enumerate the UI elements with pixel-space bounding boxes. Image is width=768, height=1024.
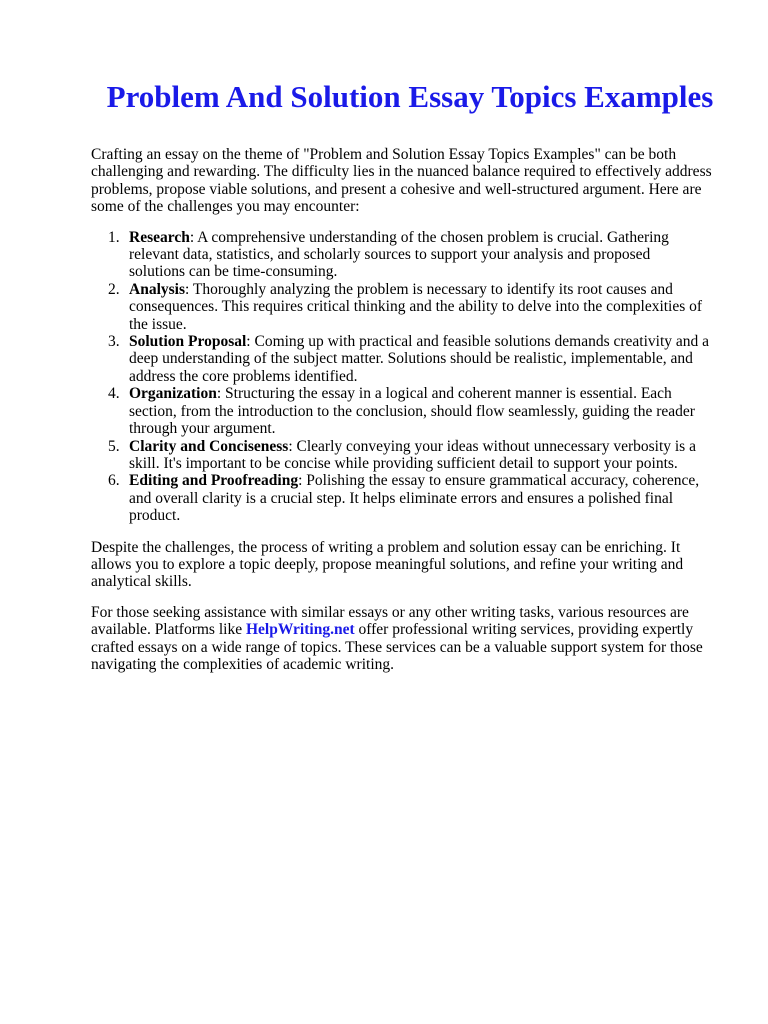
list-item-body xyxy=(91,229,741,281)
document-body xyxy=(91,146,741,673)
list-item-number: 4. xyxy=(108,385,120,403)
closing-paragraph: Despite the challenges, the process of writing a problem and solution essay can be enriching. It allows you to explore a topic deeply, propose meaningful solutions, and refine your writing and analytical skills. xyxy=(91,538,684,591)
intro-paragraph: Crafting an essay on the theme of "Problem and Solution Essay Topics Examples" can be both challenging and rewarding. The difficulty lies in the nuanced balance required to effectively address problems, propose viable solutions, and present a cohesive and well-structured argument. Here are some of the challenges you may encounter: xyxy=(91,146,712,216)
list-item-body xyxy=(91,385,741,437)
list-item-body xyxy=(91,281,741,333)
list-item-body xyxy=(91,333,741,385)
challenges-list xyxy=(91,229,741,525)
helpwriting-link[interactable]: HelpWriting.net xyxy=(245,621,355,639)
list-item-term: Analysis xyxy=(129,280,185,298)
list-item-text: : Polishing the essay to ensure grammatical accuracy, coherence, and overall clarity is a crucial step. It helps eliminate errors and ensures a polished final product. xyxy=(129,472,700,525)
list-item-body xyxy=(91,472,741,524)
resources-text-after-link: offer professional writing services, providing expertly crafted essays on a wide range of topics. These services can be a valuable support system for those navigating the complexities of academic writing. xyxy=(91,621,703,673)
list-item xyxy=(91,281,741,333)
list-item-term: Solution Proposal xyxy=(129,333,247,351)
resources-paragraph xyxy=(91,604,741,674)
list-item xyxy=(91,438,741,473)
list-item-text: : Coming up with practical and feasible solutions demands creativity and a deep understanding of the subject matter. Solutions should be realistic, implementable, and address the core problems identified. xyxy=(129,333,710,385)
list-item-term: Research xyxy=(129,228,190,246)
list-item-number: 5. xyxy=(108,437,120,455)
list-item-term: Clarity and Conciseness xyxy=(129,437,289,455)
list-item-text: : Thoroughly analyzing the problem is necessary to identify its root causes and consequences. This requires critical thinking and the ability to delve into the complexities of the issue. xyxy=(129,280,703,333)
list-item-number: 3. xyxy=(108,333,120,351)
document-title: Problem And Solution Essay Topics Examples xyxy=(106,79,714,114)
list-item-number: 6. xyxy=(108,472,120,490)
list-item-number: 2. xyxy=(108,280,120,298)
list-item-text: : Structuring the essay in a logical and coherent manner is essential. Each section, from the introduction to the conclusion, should flow seamlessly, guiding the reader through your argument. xyxy=(129,385,695,438)
list-item xyxy=(91,229,741,281)
list-item-number: 1. xyxy=(108,228,120,246)
list-item xyxy=(91,333,741,385)
list-item xyxy=(91,472,741,524)
list-item-text: : A comprehensive understanding of the chosen problem is crucial. Gathering relevant data, statistics, and scholarly sources to support your analysis and proposed solutions can be time-consuming. xyxy=(129,228,669,281)
resources-text-before-link: For those seeking assistance with similar essays or any other writing tasks, various resources are available. Platforms like xyxy=(91,603,689,639)
list-item-term: Organization xyxy=(129,385,217,403)
list-item xyxy=(91,385,741,437)
list-item-body xyxy=(91,438,741,473)
list-item-text: : Clearly conveying your ideas without unnecessary verbosity is a skill. It's important to be concise while providing sufficient detail to support your points. xyxy=(129,437,696,472)
list-item-term: Editing and Proofreading xyxy=(129,472,299,490)
